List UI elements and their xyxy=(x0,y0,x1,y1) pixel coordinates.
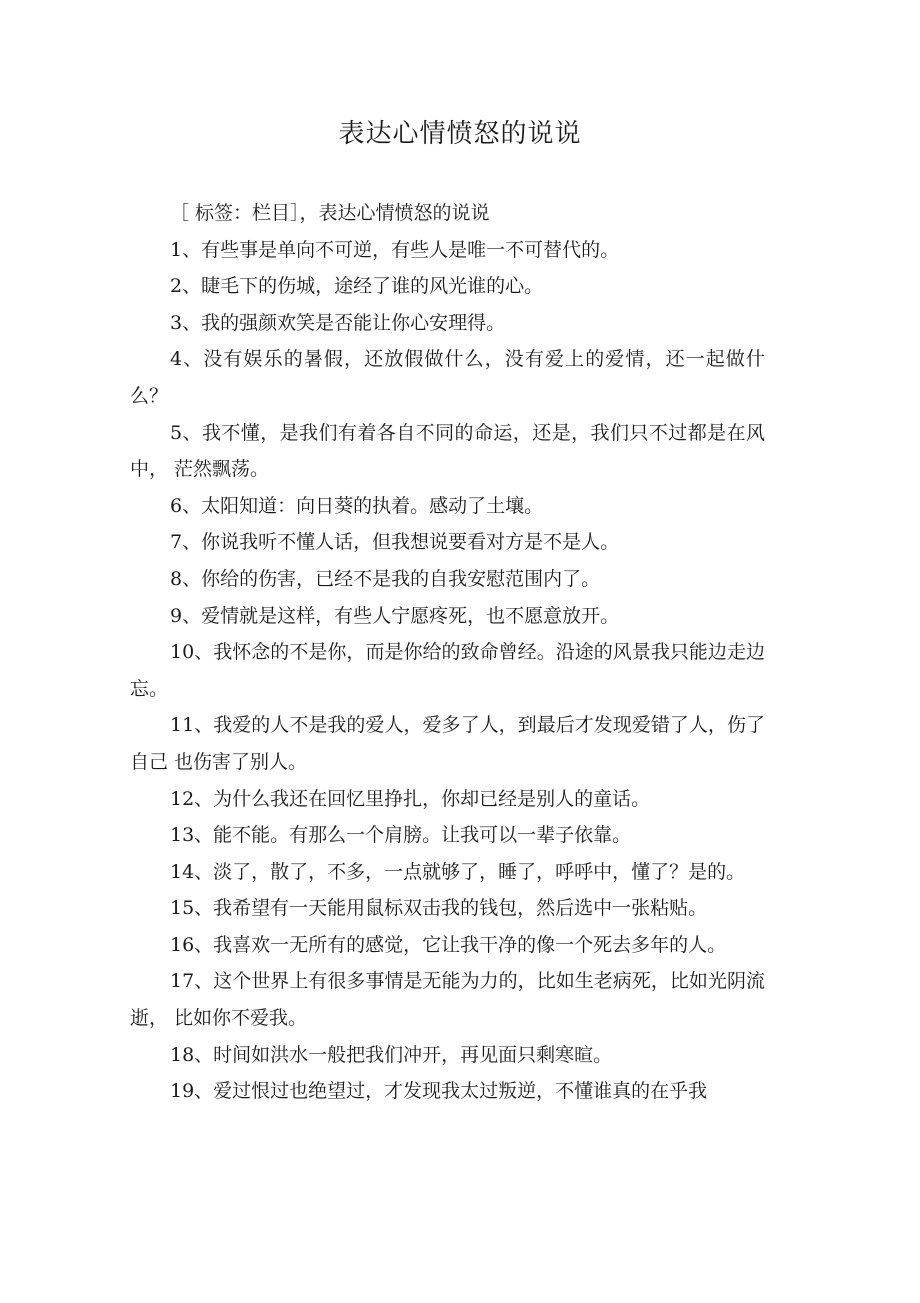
list-item: 13、能不能。有那么一个肩膀。让我可以一辈子依靠。 xyxy=(170,824,632,847)
list-item: 5、我不懂，是我们有着各自不同的命运，还是，我们只不过都是在风中， 茫然飘荡。 xyxy=(130,421,765,481)
list-item: 10、我怀念的不是你，而是你给的致命曾经。沿途的风景我只能边走边忘。 xyxy=(130,641,765,700)
list-item: 17、这个世界上有很多事情是无能为力的，比如生老病死，比如光阴流逝， 比如你不爱我。 xyxy=(130,970,765,1030)
list-item: 8、你给的伤害，已经不是我的自我安慰范围内了。 xyxy=(170,567,601,590)
list-item: 6、太阳知道：向日葵的执着。感动了土壤。 xyxy=(170,494,544,517)
list-item: 15、我希望有一天能用鼠标双击我的钱包，然后选中一张粘贴。 xyxy=(170,897,708,920)
list-item: 16、我喜欢一无所有的感觉，它让我干净的像一个死去多年的人。 xyxy=(170,933,727,956)
list-item: 3、我的强颜欢笑是否能让你心安理得。 xyxy=(170,311,506,334)
document-body xyxy=(130,195,765,1110)
list-item: 9、爱情就是这样，有些人宁愿疼死，也不愿意放开。 xyxy=(170,604,620,627)
list-item: 7、你说我听不懂人话，但我想说要看对方是不是人。 xyxy=(170,531,620,554)
list-item: 14、淡了，散了，不多，一点就够了，睡了，呼呼中，懂了？是的。 xyxy=(170,860,746,883)
list-item: 11、我爱的人不是我的爱人，爱多了人，到最后才发现爱错了人，伤了自己 也伤害了别人。 xyxy=(130,714,765,773)
list-item: 1、有些事是单向不可逆，有些人是唯一不可替代的。 xyxy=(170,238,620,261)
tags-line: ［ 标签：栏目］，表达心情愤怒的说说 xyxy=(170,202,490,224)
list-item: 19、爱过恨过也绝望过，才发现我太过叛逆，不懂谁真的在乎我 xyxy=(170,1080,708,1103)
document-title: 表达心情愤怒的说说 xyxy=(338,119,582,149)
list-item: 4、没有娱乐的暑假，还放假做什么，没有爱上的爱情，还一起做什么？ xyxy=(130,348,765,407)
list-item: 12、为什么我还在回忆里挣扎，你却已经是别人的童话。 xyxy=(170,787,651,810)
list-item: 18、时间如洪水一般把我们冲开，再见面只剩寒暄。 xyxy=(170,1043,613,1066)
list-item: 2、睫毛下的伤城，途经了谁的风光谁的心。 xyxy=(170,275,544,298)
